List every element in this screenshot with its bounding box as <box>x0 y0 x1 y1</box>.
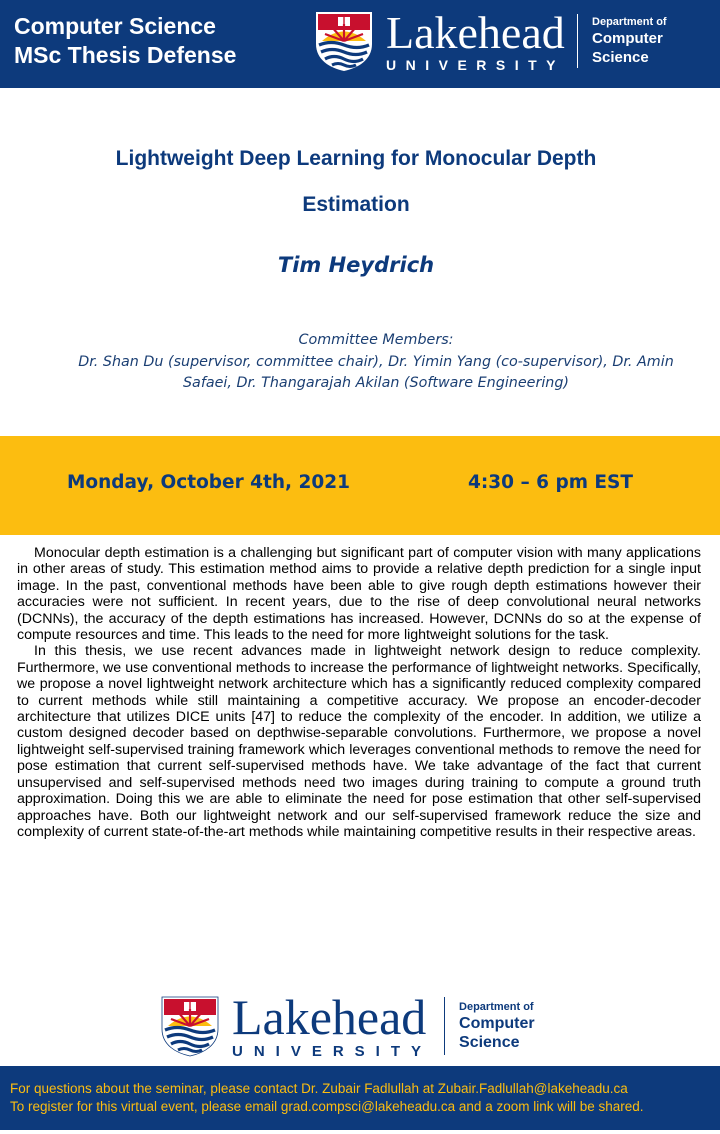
header-banner <box>0 0 720 88</box>
lakehead-logo-footer <box>160 989 535 1060</box>
dept-line-2: Computer <box>459 1015 535 1032</box>
logo-divider <box>444 997 445 1055</box>
footer-contact-line: For questions about the seminar, please contact Dr. Zubair Fadlullah at Zubair.Fadlullah@lakeheadu.ca <box>10 1081 628 1096</box>
header-line-2: MSc Thesis Defense <box>14 42 237 68</box>
dept-line-2: Computer <box>592 30 663 47</box>
event-date: Monday, October 4th, 2021 <box>67 472 350 493</box>
committee-line-1: Dr. Shan Du (supervisor, committee chair), Dr. Yimin Yang (co-supervisor), Dr. Amin <box>78 353 674 370</box>
abstract <box>17 545 701 840</box>
thesis-title-line-1: Lightweight Deep Learning for Monocular Depth <box>115 147 597 170</box>
header-line-1: Computer Science <box>14 13 216 39</box>
logo-subtitle: UNIVERSITY <box>232 1043 433 1060</box>
lakehead-shield-icon <box>314 10 374 72</box>
logo-department <box>459 1000 535 1052</box>
dept-line-3: Science <box>592 49 649 66</box>
dept-line-1: Department of <box>459 1001 534 1013</box>
date-band <box>0 436 720 535</box>
logo-wordmark <box>232 989 433 1060</box>
footer-banner <box>0 1066 720 1134</box>
dept-line-3: Science <box>459 1034 520 1051</box>
logo-divider <box>577 14 578 68</box>
committee-line-2: Safaei, Dr. Thangarajah Akilan (Software Engineering) <box>182 375 570 391</box>
abstract-paragraph-2: In this thesis, we use recent advances made in lightweight network design to reduce complexity. Furthermore, we use conventional methods to increase the performance of lightweight networks. Specifically, we propose a novel lightweight network architecture which has a significantly reduced complexity compared to current methods while still maintaining a competitive accuracy. We propose an encoder-decoder architecture that utilizes DICE units [47] to reduce the complexity of the encoder. In addition, we utilize a custom designed decoder based on depthwise-separable convolutions. Furthermore, we propose a novel lightweight self-supervised training framework which leverages conventional methods to remove the need for pose estimation that current self-supervised methods have. We take advantage of the fact that current unsupervised and self-supervised methods need two images during training to compute a ground truth approximation. Doing this we are able to eliminate the need for pose estimation that other self-supervised approaches have. Both our lightweight network and our self-supervised framework reduce the size and complexity of current state-of-the-art methods while maintaining competitive results in their respective areas. <box>17 643 701 840</box>
lakehead-shield-icon <box>160 994 220 1058</box>
footer-register-line: To register for this virtual event, please email grad.compsci@lakeheadu.ca and a zoom link will be shared. <box>10 1099 644 1114</box>
logo-name: Lakehead <box>232 989 427 1045</box>
event-time: 4:30 – 6 pm EST <box>468 472 634 493</box>
committee-heading: Committee Members: <box>298 332 454 348</box>
footer-edge <box>0 1130 720 1134</box>
dept-line-1: Department of <box>592 16 667 28</box>
logo-subtitle: UNIVERSITY <box>386 56 566 73</box>
author-name: Tim Heydrich <box>277 253 435 277</box>
committee-members <box>36 330 716 395</box>
thesis-title-line-2: Estimation <box>302 193 410 216</box>
logo-department <box>592 15 667 67</box>
logo-wordmark <box>386 6 566 73</box>
logo-name: Lakehead <box>386 6 565 58</box>
abstract-paragraph-1: Monocular depth estimation is a challenging but significant part of computer vision with many applications in other areas of study. This estimation method aims to provide a relative depth prediction for a single input image. In the past, conventional methods have been able to give rough depth estimations however their accuracies were not sufficient. In recent years, due to the rise of deep convolutional neural networks (DCNNs), the accuracy of the depth estimations has increased. However, DCNNs do so at the expense of compute resources and time. This leads to the need for more lightweight solutions for the task. <box>17 545 701 644</box>
lakehead-logo-header <box>314 8 667 74</box>
header-title <box>14 12 236 70</box>
thesis-title <box>40 136 672 228</box>
